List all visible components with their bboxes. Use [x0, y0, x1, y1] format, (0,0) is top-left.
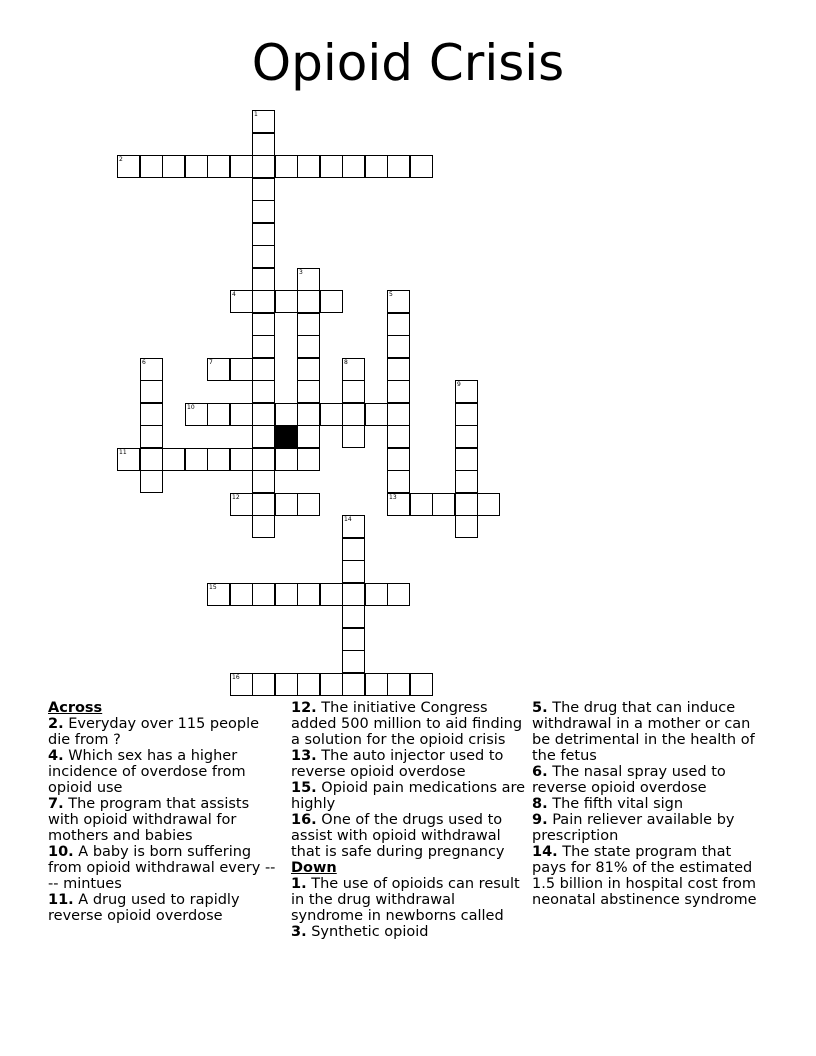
grid-cell[interactable]	[432, 493, 455, 516]
grid-cell[interactable]	[365, 403, 388, 426]
grid-cell[interactable]	[275, 290, 298, 313]
grid-cell[interactable]	[275, 155, 298, 178]
grid-cell[interactable]	[455, 448, 478, 471]
across-clue	[291, 780, 527, 812]
grid-cell[interactable]	[342, 628, 365, 651]
down-clue	[532, 700, 768, 764]
grid-cell[interactable]	[140, 470, 163, 493]
grid-cell[interactable]	[342, 515, 365, 538]
clue-number: 2	[119, 156, 123, 163]
grid-cell[interactable]	[252, 133, 275, 156]
down-clue	[532, 844, 768, 908]
clue-number: 5	[389, 291, 393, 298]
clue-number-label: 1.	[291, 876, 307, 892]
grid-cell[interactable]	[297, 335, 320, 358]
grid-cell[interactable]	[297, 425, 320, 448]
clue-number-label: 14.	[532, 844, 558, 860]
grid-cell[interactable]	[387, 673, 410, 696]
clue-text: The drug that can induce withdrawal in a mother or can be detrimental in the health of the fetus	[532, 700, 755, 764]
down-clues-part-1	[291, 876, 527, 940]
grid-cell[interactable]	[297, 403, 320, 426]
across-clue	[291, 700, 527, 748]
clue-text: Pain reliever available by prescription	[532, 812, 735, 844]
grid-cell[interactable]	[207, 358, 230, 381]
grid-cell[interactable]	[297, 358, 320, 381]
clue-number-label: 10.	[48, 844, 74, 860]
across-clue	[291, 812, 527, 860]
clue-number: 3	[299, 269, 303, 276]
grid-cell[interactable]	[185, 155, 208, 178]
grid-cell[interactable]	[275, 493, 298, 516]
grid-cell[interactable]	[252, 673, 275, 696]
grid-cell[interactable]	[230, 448, 253, 471]
grid-cell[interactable]	[342, 155, 365, 178]
grid-cell[interactable]	[207, 448, 230, 471]
grid-cell[interactable]	[387, 448, 410, 471]
across-clue	[48, 716, 280, 748]
clue-text: The program that assists with opioid withdrawal for mothers and babies	[48, 796, 250, 844]
grid-cell[interactable]	[140, 448, 163, 471]
grid-cell[interactable]	[455, 493, 478, 516]
grid-cell[interactable]	[252, 110, 275, 133]
clue-number: 6	[142, 359, 146, 366]
grid-cell[interactable]	[342, 425, 365, 448]
grid-cell[interactable]	[365, 583, 388, 606]
down-clue	[532, 764, 768, 796]
grid-cell[interactable]	[320, 403, 343, 426]
grid-cell[interactable]	[297, 155, 320, 178]
black-square	[275, 425, 298, 448]
grid-cell[interactable]	[140, 358, 163, 381]
grid-cell[interactable]	[455, 403, 478, 426]
grid-cell[interactable]	[117, 155, 140, 178]
clue-text: The auto injector used to reverse opioid overdose	[291, 748, 504, 780]
grid-cell[interactable]	[230, 583, 253, 606]
clue-text: The use of opioids can result in the drug withdrawal syndrome in newborns called	[291, 876, 520, 924]
clue-number-label: 8.	[532, 796, 548, 812]
grid-cell[interactable]	[320, 290, 343, 313]
clue-number-label: 3.	[291, 924, 307, 940]
clue-number-label: 9.	[532, 812, 548, 828]
clue-number-label: 15.	[291, 780, 317, 796]
across-clue	[48, 844, 280, 892]
grid-cell[interactable]	[207, 403, 230, 426]
clue-number-label: 13.	[291, 748, 317, 764]
across-clue	[291, 748, 527, 780]
grid-cell[interactable]	[252, 448, 275, 471]
grid-cell[interactable]	[162, 448, 185, 471]
grid-cell[interactable]	[252, 493, 275, 516]
across-heading: Across	[48, 700, 103, 716]
clue-text: The fifth vital sign	[547, 796, 684, 812]
grid-cell[interactable]	[207, 583, 230, 606]
clue-number: 13	[389, 494, 397, 501]
grid-cell[interactable]	[320, 673, 343, 696]
grid-cell[interactable]	[320, 583, 343, 606]
grid-cell[interactable]	[252, 380, 275, 403]
grid-cell[interactable]	[117, 448, 140, 471]
grid-cell[interactable]	[387, 380, 410, 403]
grid-cell[interactable]	[342, 673, 365, 696]
clues-column-2	[291, 700, 527, 940]
grid-cell[interactable]	[252, 245, 275, 268]
grid-cell[interactable]	[252, 313, 275, 336]
grid-cell[interactable]	[185, 403, 208, 426]
clue-number-label: 5.	[532, 700, 548, 716]
clue-number: 1	[254, 111, 258, 118]
grid-cell[interactable]	[455, 425, 478, 448]
grid-cell[interactable]	[365, 673, 388, 696]
clue-text: A drug used to rapidly reverse opioid overdose	[48, 892, 240, 924]
grid-cell[interactable]	[342, 358, 365, 381]
clue-number: 10	[187, 404, 195, 411]
grid-cell[interactable]	[365, 155, 388, 178]
clue-number: 11	[119, 449, 127, 456]
grid-cell[interactable]	[252, 470, 275, 493]
grid-cell[interactable]	[140, 155, 163, 178]
clue-number-label: 6.	[532, 764, 548, 780]
clue-number: 15	[209, 584, 217, 591]
grid-cell[interactable]	[230, 403, 253, 426]
grid-cell[interactable]	[252, 178, 275, 201]
grid-cell[interactable]	[455, 515, 478, 538]
clue-text: Opioid pain medications are highly	[291, 780, 526, 812]
clue-number-label: 4.	[48, 748, 64, 764]
across-clue	[48, 796, 280, 844]
grid-cell[interactable]	[252, 335, 275, 358]
grid-cell[interactable]	[252, 268, 275, 291]
grid-cell[interactable]	[252, 223, 275, 246]
grid-cell[interactable]	[342, 538, 365, 561]
grid-cell[interactable]	[410, 493, 433, 516]
clue-number: 14	[344, 516, 352, 523]
grid-cell[interactable]	[342, 380, 365, 403]
grid-cell[interactable]	[455, 470, 478, 493]
grid-cell[interactable]	[275, 673, 298, 696]
grid-cell[interactable]	[230, 493, 253, 516]
grid-cell[interactable]	[230, 673, 253, 696]
grid-cell[interactable]	[387, 493, 410, 516]
grid-cell[interactable]	[275, 583, 298, 606]
grid-cell[interactable]	[342, 605, 365, 628]
grid-cell[interactable]	[252, 583, 275, 606]
grid-cell[interactable]	[387, 358, 410, 381]
clue-number: 7	[209, 359, 213, 366]
grid-cell[interactable]	[297, 583, 320, 606]
grid-cell[interactable]	[477, 493, 500, 516]
grid-cell[interactable]	[387, 470, 410, 493]
grid-cell[interactable]	[387, 425, 410, 448]
clue-text: The initiative Congress added 500 million to aid finding a solution for the opioid crisis	[291, 700, 523, 748]
down-clue	[291, 876, 527, 924]
grid-cell[interactable]	[342, 583, 365, 606]
clue-number-label: 7.	[48, 796, 64, 812]
grid-cell[interactable]	[252, 155, 275, 178]
grid-cell[interactable]	[230, 290, 253, 313]
grid-cell[interactable]	[387, 583, 410, 606]
grid-cell[interactable]	[297, 493, 320, 516]
grid-cell[interactable]	[320, 155, 343, 178]
across-clue	[48, 892, 280, 924]
clue-number: 12	[232, 494, 240, 501]
grid-cell[interactable]	[275, 403, 298, 426]
grid-cell[interactable]	[162, 155, 185, 178]
clue-text: Everyday over 115 people die from ?	[48, 716, 260, 748]
clue-number-label: 16.	[291, 812, 317, 828]
grid-cell[interactable]	[140, 425, 163, 448]
clue-text: One of the drugs used to assist with opioid withdrawal that is safe during pregnancy	[291, 812, 505, 860]
grid-cell[interactable]	[297, 673, 320, 696]
clue-number-label: 12.	[291, 700, 317, 716]
down-clues-part-2	[532, 700, 768, 908]
grid-cell[interactable]	[207, 155, 230, 178]
clue-number-label: 2.	[48, 716, 64, 732]
down-clue	[532, 812, 768, 844]
down-heading: Down	[291, 860, 337, 876]
grid-cell[interactable]	[252, 200, 275, 223]
clue-text: Which sex has a higher incidence of overdose from opioid use	[48, 748, 246, 796]
grid-cell[interactable]	[387, 403, 410, 426]
grid-cell[interactable]	[410, 673, 433, 696]
clue-number: 9	[457, 381, 461, 388]
grid-cell[interactable]	[252, 403, 275, 426]
clue-number-label: 11.	[48, 892, 74, 908]
down-clue	[291, 924, 527, 940]
grid-cell[interactable]	[252, 515, 275, 538]
clue-number: 16	[232, 674, 240, 681]
grid-cell[interactable]	[342, 650, 365, 673]
grid-cell[interactable]	[297, 290, 320, 313]
grid-cell[interactable]	[252, 425, 275, 448]
grid-cell[interactable]	[387, 290, 410, 313]
grid-cell[interactable]	[387, 335, 410, 358]
grid-cell[interactable]	[252, 290, 275, 313]
page-title: Opioid Crisis	[251, 34, 565, 92]
grid-cell[interactable]	[230, 155, 253, 178]
grid-cell[interactable]	[297, 313, 320, 336]
grid-cell[interactable]	[297, 380, 320, 403]
grid-cell[interactable]	[387, 155, 410, 178]
across-clue	[48, 748, 280, 796]
clue-text: The state program that pays for 81% of the estimated 1.5 billion in hospital cost from neonatal abstinence syndrome	[532, 844, 757, 908]
across-clues-part-1	[48, 716, 280, 924]
grid-cell[interactable]	[342, 560, 365, 583]
clue-number: 8	[344, 359, 348, 366]
grid-cell[interactable]	[275, 448, 298, 471]
grid-cell[interactable]	[455, 380, 478, 403]
grid-cell[interactable]	[252, 358, 275, 381]
grid-cell[interactable]	[410, 155, 433, 178]
grid-cell[interactable]	[140, 380, 163, 403]
grid-cell[interactable]	[185, 448, 208, 471]
clue-text: A baby is born suffering from opioid withdrawal every ---- mintues	[48, 844, 276, 892]
clues-column-3	[532, 700, 768, 908]
clue-number: 4	[232, 291, 236, 298]
grid-cell[interactable]	[387, 313, 410, 336]
clues-column-1	[48, 700, 280, 924]
down-clue	[532, 796, 768, 812]
grid-cell[interactable]	[297, 448, 320, 471]
grid-cell[interactable]	[140, 403, 163, 426]
clue-text: The nasal spray used to reverse opioid overdose	[532, 764, 726, 796]
grid-cell[interactable]	[230, 358, 253, 381]
grid-cell[interactable]	[297, 268, 320, 291]
grid-cell[interactable]	[342, 403, 365, 426]
clue-text: Synthetic opioid	[306, 924, 429, 940]
across-clues-part-2	[291, 700, 527, 860]
